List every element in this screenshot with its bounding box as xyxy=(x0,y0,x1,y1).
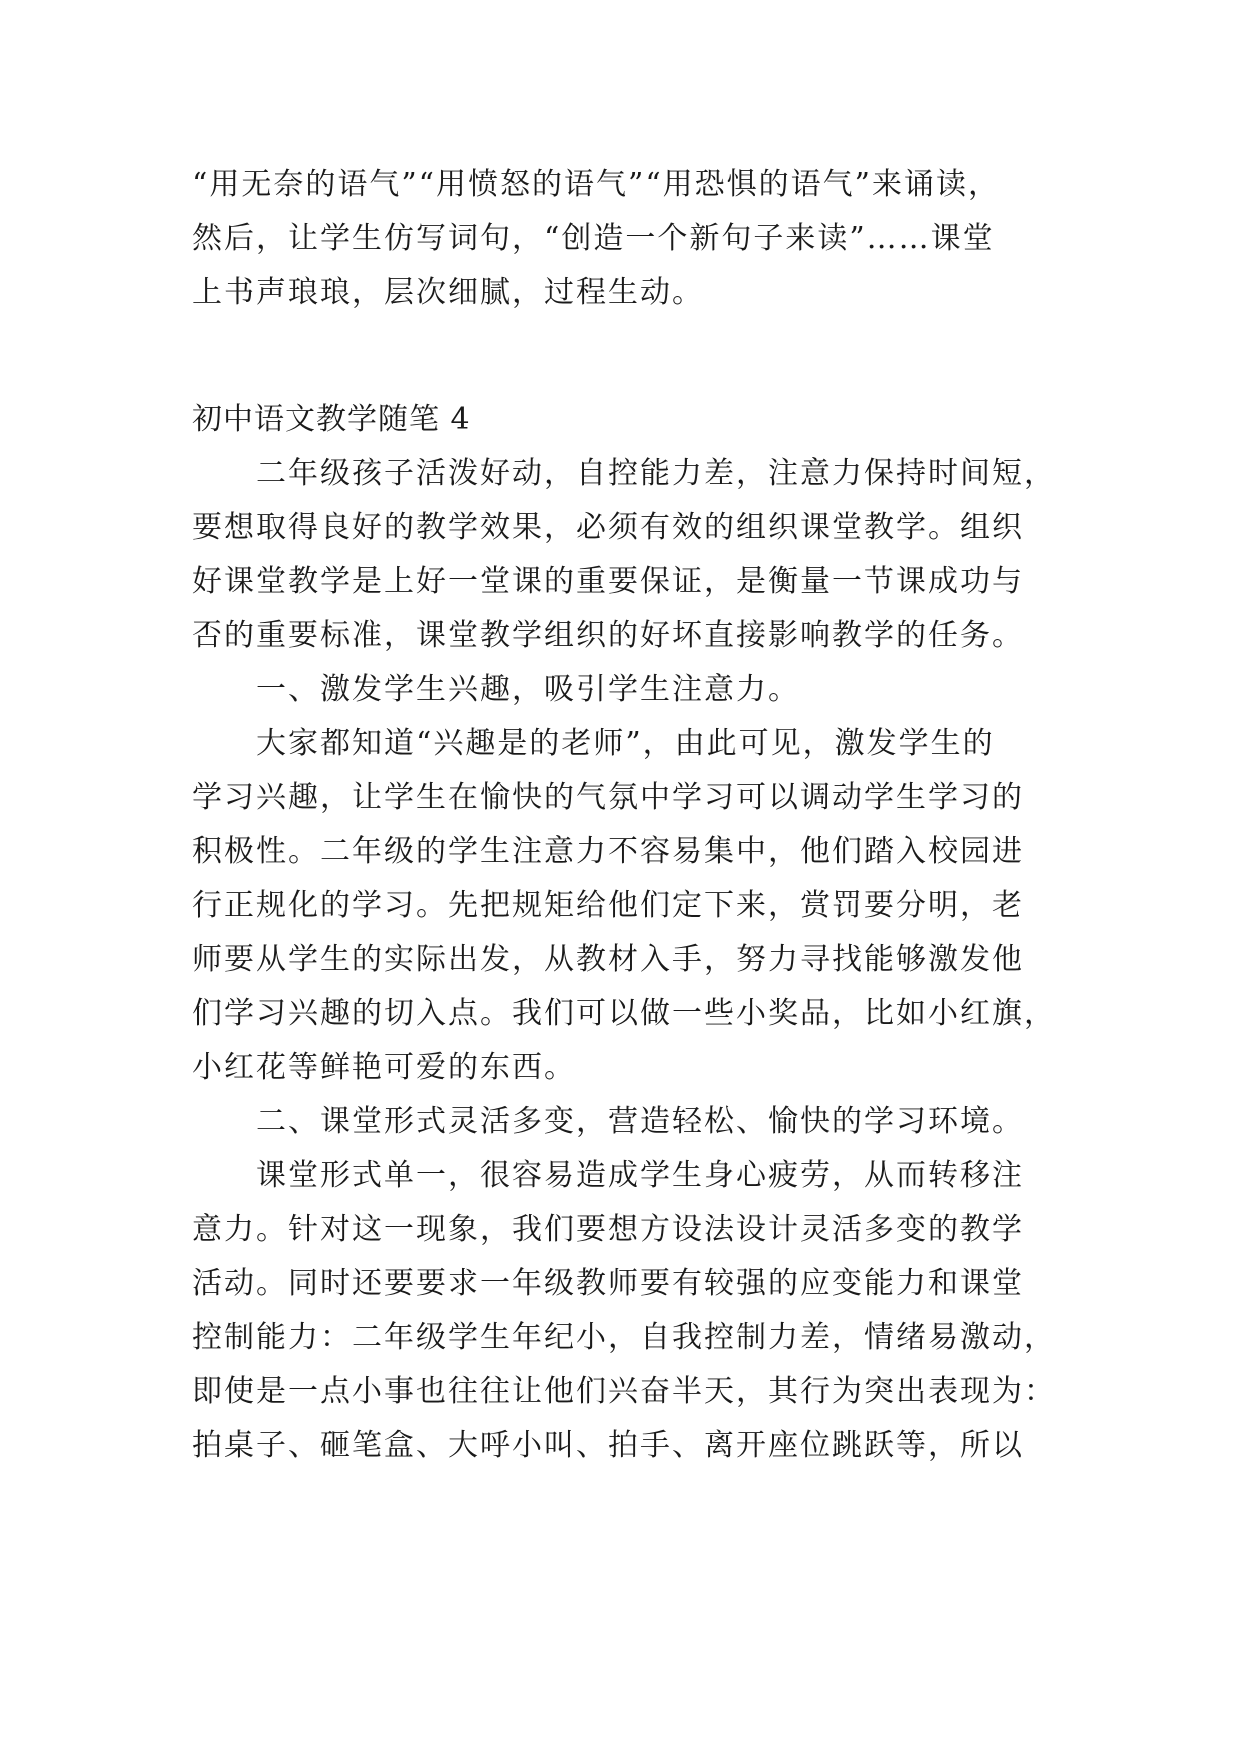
subheading: 二、课堂形式灵活多变，营造轻松、愉快的学习环境。 xyxy=(256,1104,1024,1139)
text-line: 积极性。二年级的学生注意力不容易集中，他们踏入校园进 xyxy=(192,834,1024,869)
section-title: 初中语文教学随笔 4 xyxy=(192,402,471,437)
text-line: 课堂形式单一，很容易造成学生身心疲劳，从而转移注 xyxy=(256,1158,1024,1193)
text-line: 二年级孩子活泼好动，自控能力差，注意力保持时间短， xyxy=(256,456,1056,491)
text-line: 活动。同时还要要求一年级教师要有较强的应变能力和课堂 xyxy=(192,1266,1024,1301)
text-line: 否的重要标准，课堂教学组织的好坏直接影响教学的任务。 xyxy=(192,618,1024,653)
text-line: 控制能力：二年级学生年纪小，自我控制力差，情绪易激动， xyxy=(192,1320,1056,1355)
text-line: 好课堂教学是上好一堂课的重要保证，是衡量一节课成功与 xyxy=(192,564,1024,599)
text-line: 然后，让学生仿写词句，“创造一个新句子来读”……课堂 xyxy=(192,221,995,256)
text-line: 师要从学生的实际出发，从教材入手，努力寻找能够激发他 xyxy=(192,942,1024,977)
text-line: 要想取得良好的教学效果，必须有效的组织课堂教学。组织 xyxy=(192,510,1024,545)
text-line: 意力。针对这一现象，我们要想方设法设计灵活多变的教学 xyxy=(192,1212,1024,1247)
text-line: 即使是一点小事也往往让他们兴奋半天，其行为突出表现为： xyxy=(192,1374,1056,1409)
section-body xyxy=(192,447,1056,1473)
text-line: 上书声琅琅，层次细腻，过程生动。 xyxy=(192,275,704,310)
text-line: “用无奈的语气”“用愤怒的语气”“用恐惧的语气”来诵读， xyxy=(192,167,1001,202)
text-line: 大家都知道“兴趣是的老师”，由此可见，激发学生的 xyxy=(256,726,995,761)
text-line: 们学习兴趣的切入点。我们可以做一些小奖品，比如小红旗， xyxy=(192,996,1056,1031)
continuation-paragraph xyxy=(192,158,1052,320)
text-line: 拍桌子、砸笔盒、大呼小叫、拍手、离开座位跳跃等，所以 xyxy=(192,1428,1024,1463)
text-line: 小红花等鲜艳可爱的东西。 xyxy=(192,1050,576,1085)
subheading: 一、激发学生兴趣，吸引学生注意力。 xyxy=(256,672,800,707)
text-line: 学习兴趣，让学生在愉快的气氛中学习可以调动学生学习的 xyxy=(192,780,1024,815)
text-line: 行正规化的学习。先把规矩给他们定下来，赏罚要分明，老 xyxy=(192,888,1024,923)
